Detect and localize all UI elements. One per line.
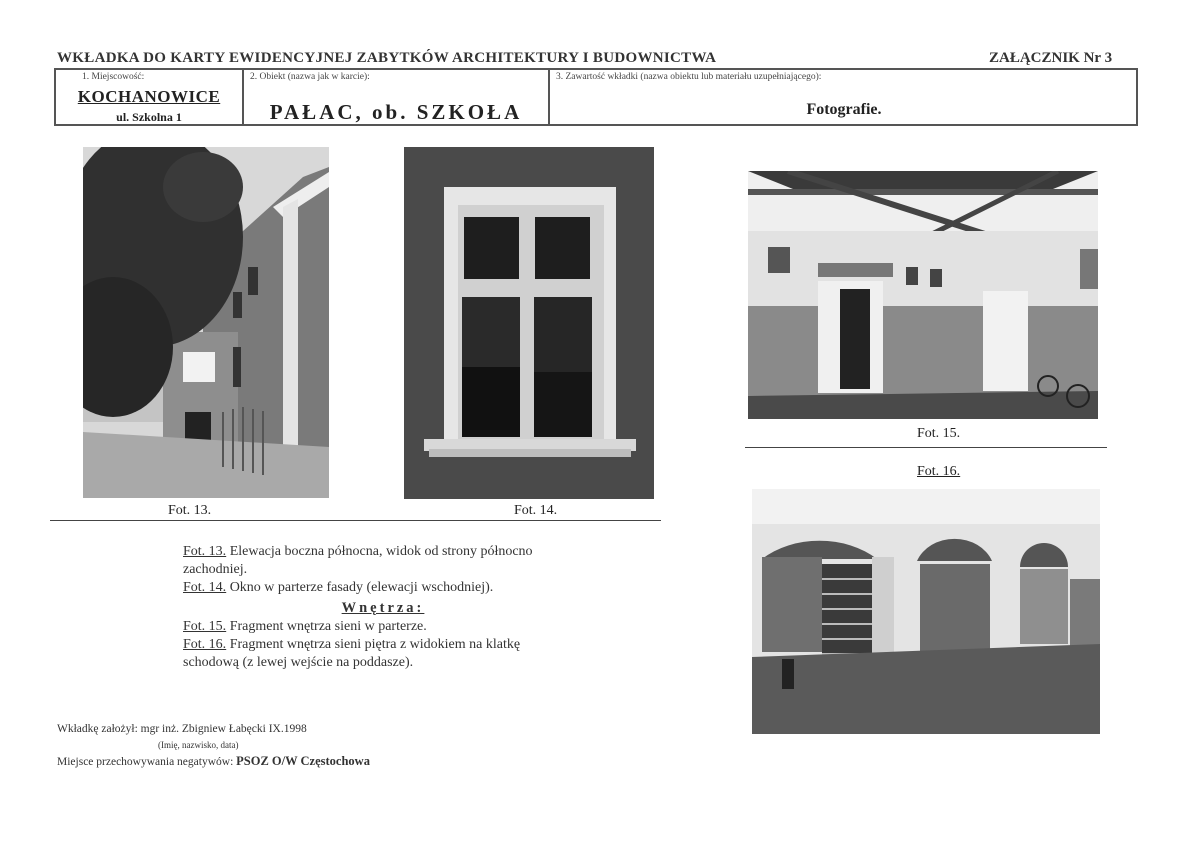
contents-value: Fotografie. (806, 101, 882, 118)
place-name: KOCHANOWICE (77, 87, 221, 106)
photo-descriptions (183, 543, 543, 672)
author-line: Wkładkę założył: mgr inż. Zbigniew Łabęcki IX.1998 (57, 723, 307, 735)
photo-13-exterior-elevation (83, 147, 329, 498)
separator-line-right (745, 447, 1107, 448)
photo-16-staircase-hall (752, 489, 1100, 734)
negatives-storage-line (57, 754, 370, 769)
document-title: WKŁADKA DO KARTY EWIDENCYJNEJ ZABYTKÓW ARCHITEKTURY I BUDOWNICTWA (57, 50, 717, 66)
record-form (54, 68, 1138, 126)
photo-13-caption: Fot. 13. (168, 503, 212, 518)
photo-16-caption: Fot. 16. (917, 464, 961, 479)
place-label: 1. Miejscowość: (82, 72, 145, 82)
photo-14-window (404, 147, 654, 499)
place-cell (56, 70, 244, 124)
description-item: Fot. 14. Okno w parterze fasady (elewacji wschodniej). (183, 580, 494, 595)
separator-line (50, 520, 661, 521)
object-name: PAŁAC, ob. SZKOŁA (269, 100, 523, 124)
attachment-number: ZAŁĄCZNIK Nr 3 (989, 50, 1113, 66)
photo-15-caption: Fot. 15. (917, 426, 961, 441)
interiors-section-title: Wnętrza: (341, 600, 425, 616)
storage-label: Miejsce przechowywania negatywów: (57, 756, 237, 768)
description-item: Fot. 13. Elewacja boczna północna, widok od strony północno zachodniej. (183, 544, 533, 577)
contents-cell (550, 70, 1138, 124)
object-label: 2. Obiekt (nazwa jak w karcie): (250, 72, 370, 82)
storage-value: PSOZ O/W Częstochowa (236, 754, 370, 768)
description-item: Fot. 16. Fragment wnętrza sieni piętra z widokiem na klatkę schodową (z lewej wejście na poddasze). (183, 637, 521, 670)
author-hint: (Imię, nazwisko, data) (158, 740, 239, 750)
description-item: Fot. 15. Fragment wnętrza sieni w parterze. (183, 619, 427, 634)
photo-14-caption: Fot. 14. (514, 503, 558, 518)
object-cell (244, 70, 550, 124)
contents-label: 3. Zawartość wkładki (nazwa obiektu lub materiału uzupełniającego): (556, 72, 822, 82)
street-address: ul. Szkolna 1 (116, 110, 182, 124)
photo-15-hall-interior (748, 171, 1098, 419)
